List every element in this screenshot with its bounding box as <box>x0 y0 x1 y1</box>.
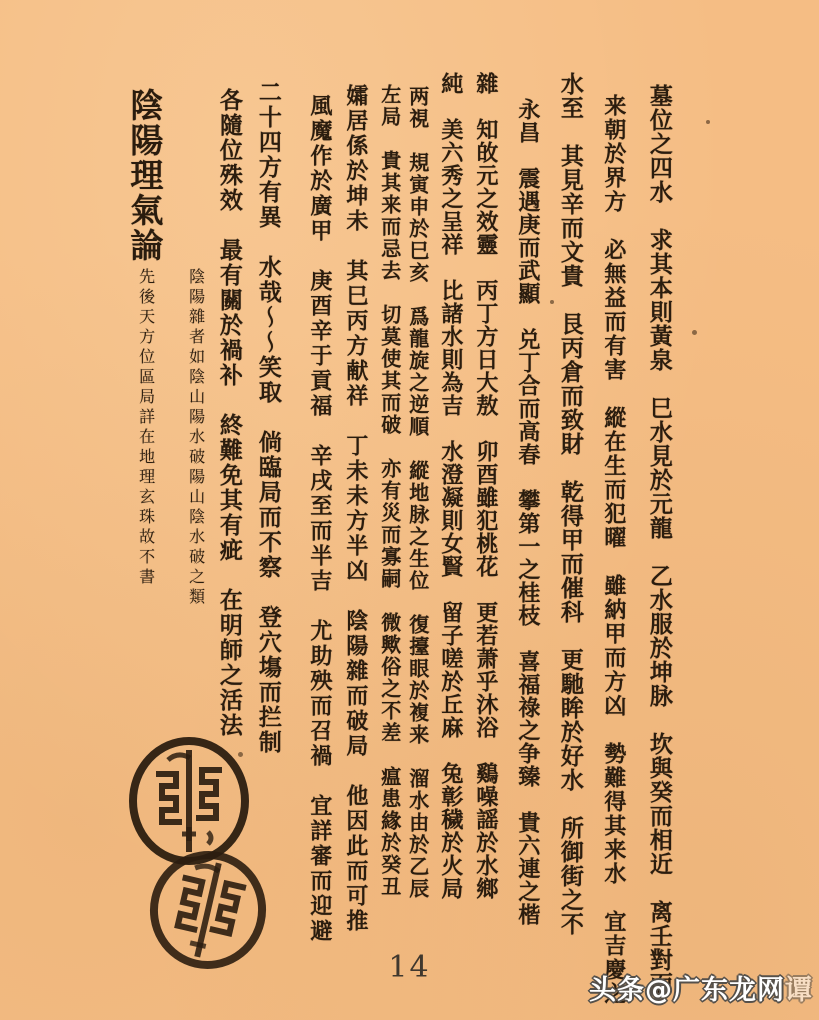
manuscript-column-5: 雜 知敀元之效靈 丙丁方日大敖 卯酉雖犯桃花 更若萧乎沐浴 鷄噪謡於水鄉 <box>472 72 498 900</box>
annotation-column-left: 先後天方位區局詳在地理玄珠故不書 <box>136 268 156 588</box>
manuscript-column-11: 二十四方有異 水哉～～笑取 倘臨局而不察 登穴塲而拦制 <box>254 80 281 755</box>
manuscript-column-7: 两視 規寅申於巳亥 爲龍旋之逆順 縱地脉之生位 復擡眼於複来 溜水由於乙辰 <box>405 86 430 900</box>
manuscript-column-6: 純 美六秀之呈祥 比諸水則為吉 水澄凝則女賢 留子嗟於丘麻 兔彰穢於火局 <box>437 72 463 900</box>
ink-speck <box>692 330 697 335</box>
watermark-suffix: 谭 <box>785 975 813 1006</box>
page-number: 14 <box>388 950 431 985</box>
manuscript-column-1: 墓位之四水 求其本則黃泉 巳水見於元龍 乙水服於坤脉 坎與癸而相近 离壬對面 <box>645 84 672 996</box>
manuscript-column-2: 来朝於界方 必無益而有害 縱在生而犯曜 雖納甲而方凶 勢難得其来水 宜吉慶之 <box>600 94 626 1006</box>
watermark <box>589 968 813 1007</box>
manuscript-column-4: 永昌 震遇庚而武顯 兑丁合而高春 攀第一之桂枝 喜福祿之争臻 貴六連之楷 <box>514 98 540 926</box>
ink-speck <box>238 752 243 757</box>
section-title: 陰陽理氣論 <box>125 88 165 263</box>
manuscript-column-8: 左局 貴其来而忌去 切莫使其而破 亦有災而寡嗣 微歟俗之不差 瘟患緣於癸丑 <box>377 84 402 898</box>
manuscript-column-9: 孀居係於坤未 其巳丙方献祥 丁未未方半凶 陰陽雜而破局 他因此而可推 <box>342 84 368 934</box>
watermark-main: 头条@广东龙网 <box>589 975 785 1006</box>
manuscript-column-12: 各隨位殊效 最有關於禍补 終難免其有疵 在明師之活法 <box>215 88 242 738</box>
ink-speck <box>706 120 710 124</box>
manuscript-column-10: 風魔作於廣甲 庚酉辛于貢福 辛戌至而半吉 尤助殃而召禍 宜詳審而迎避 <box>306 94 332 944</box>
ink-speck <box>550 300 554 304</box>
manuscript-column-3: 水至 其見辛而文貴 艮丙倉而致財 乾得甲而催科 更馳眸於好水 所御街之不 <box>556 72 583 936</box>
annotation-column-right: 陰陽雜者如陰山陽水破陽山陰水破之類 <box>186 268 206 608</box>
